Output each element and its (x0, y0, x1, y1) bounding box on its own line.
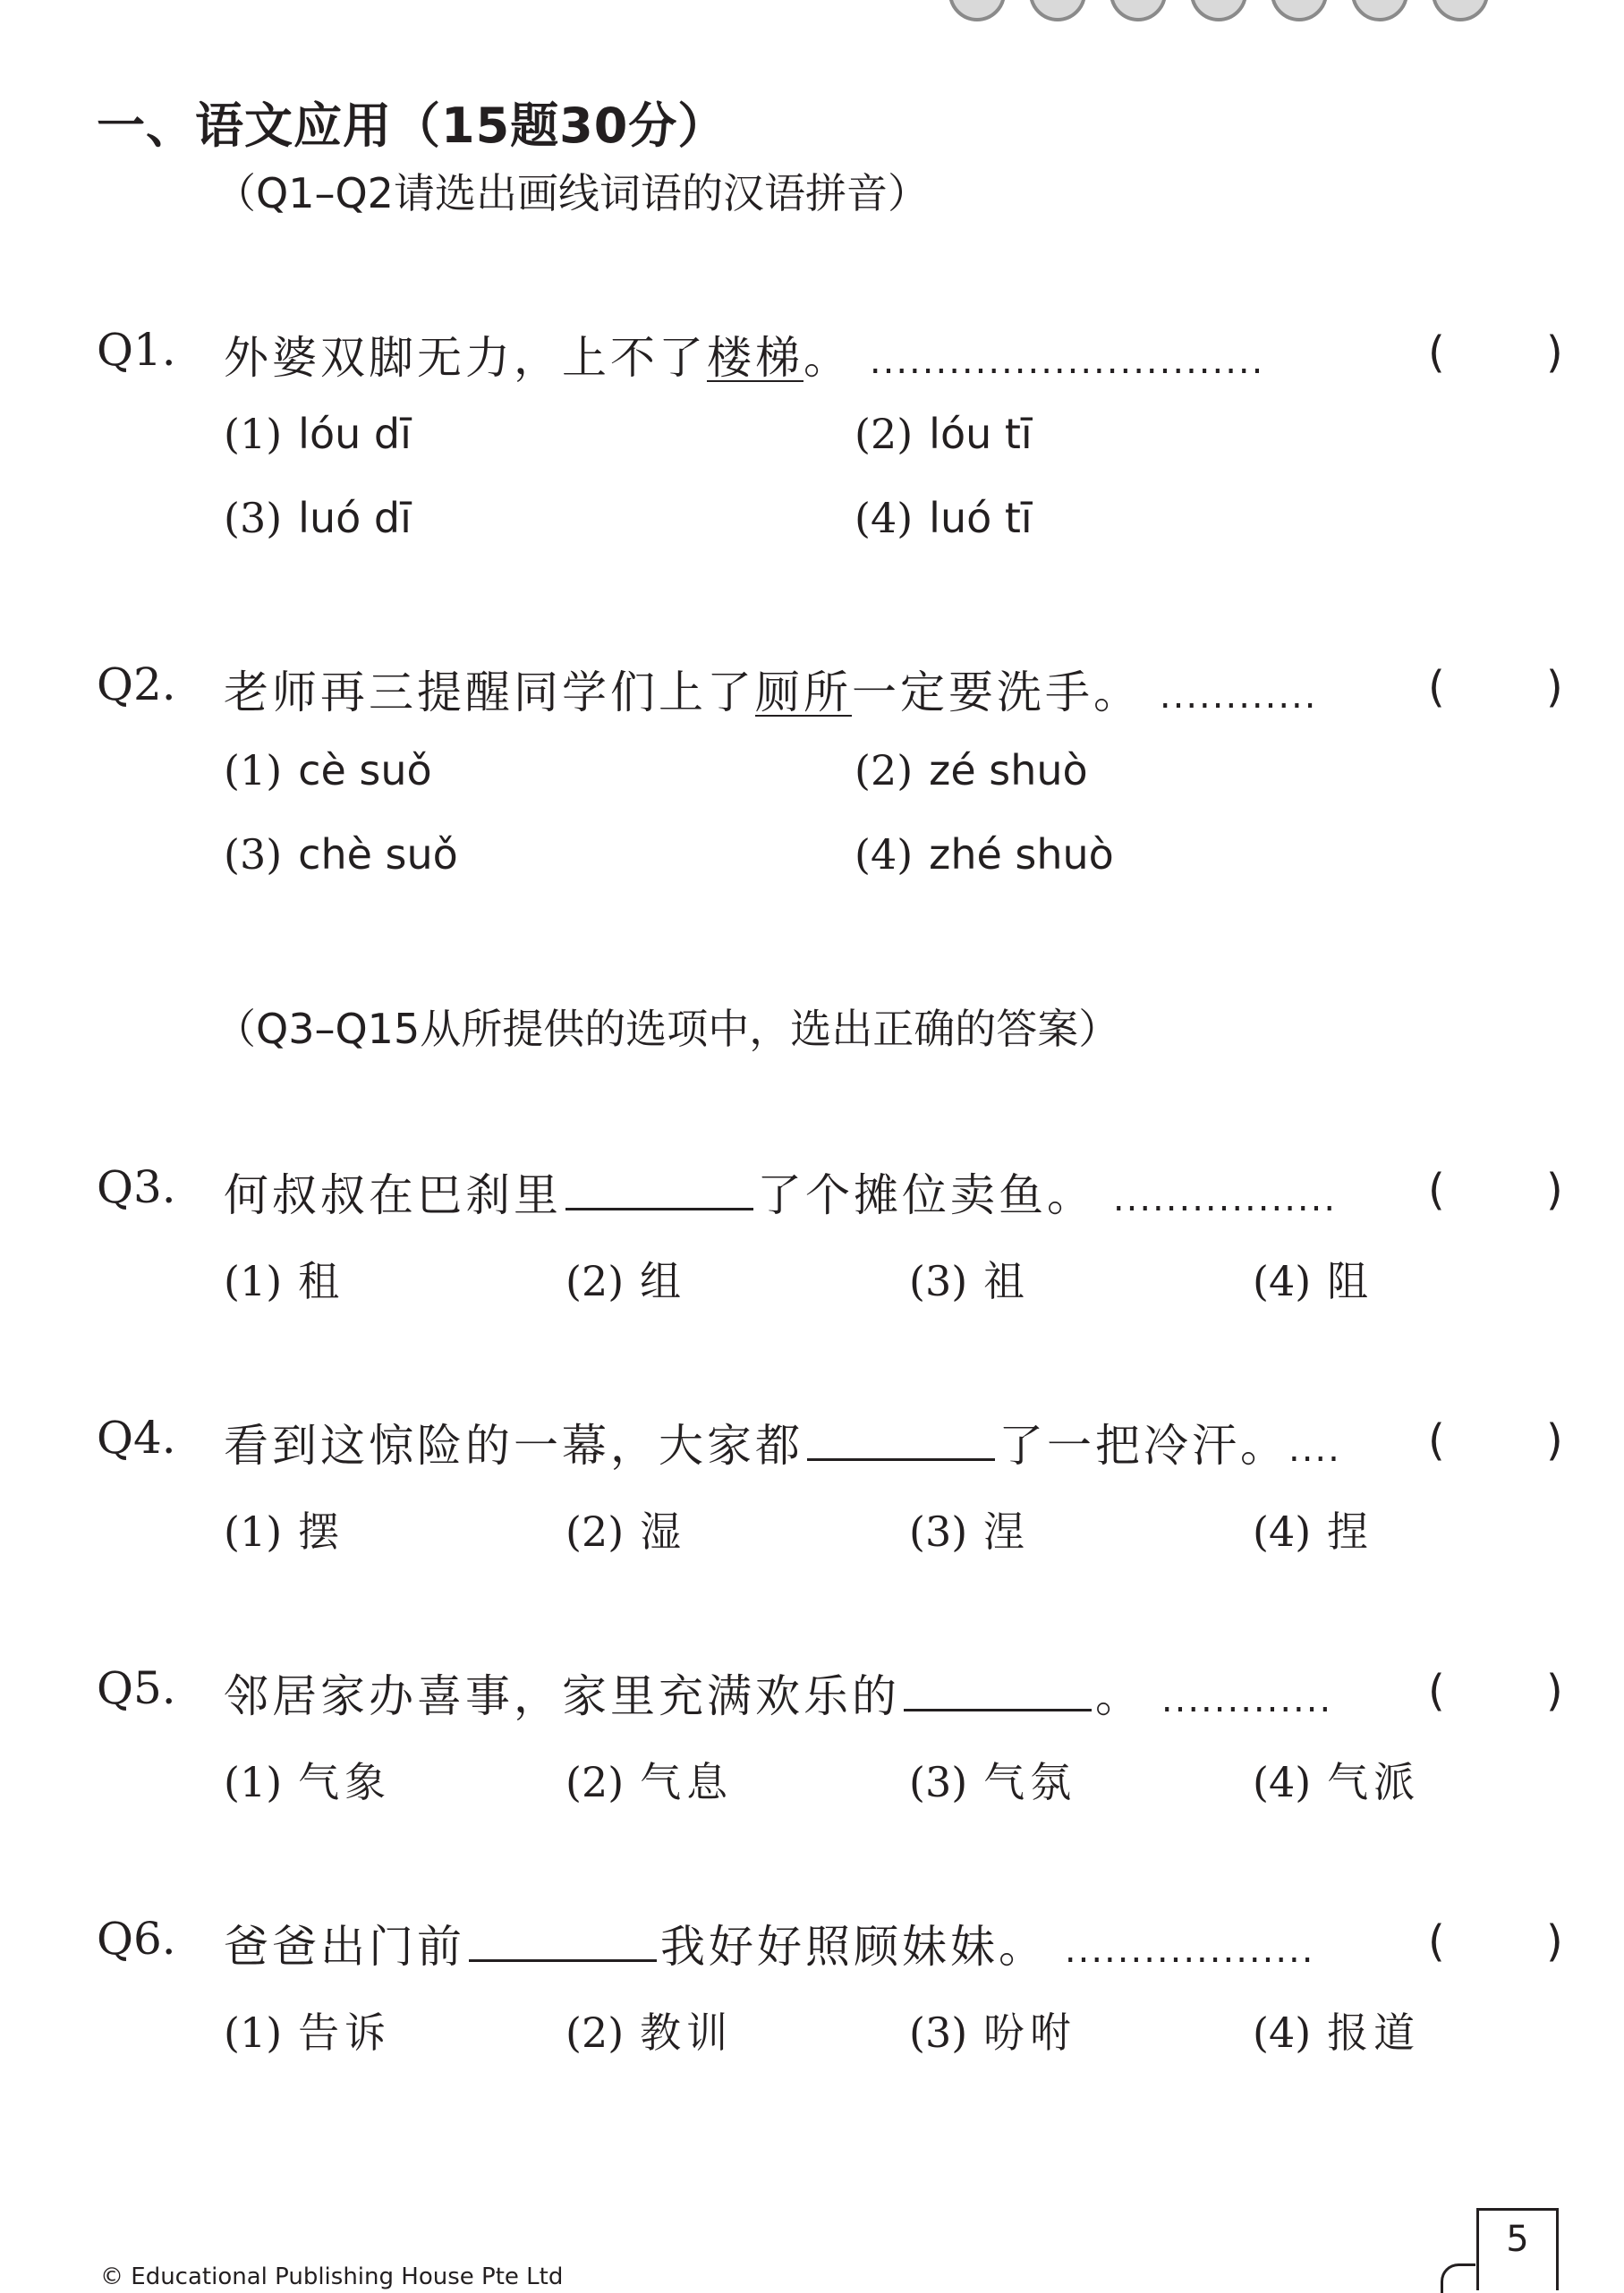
header-circle (1029, 0, 1086, 21)
answer-paren-open: ( (1428, 1666, 1445, 1716)
page-number: 5 (1506, 2219, 1529, 2260)
option-2[interactable]: (2) 教训 (565, 2008, 734, 2057)
option-2[interactable]: (2) 气息 (565, 1758, 734, 1806)
header-decoration (948, 0, 1489, 21)
section-title: 一、语文应用（15题30分） (97, 98, 727, 154)
instruction-q1-q2: （Q1–Q2请选出画线词语的汉语拼音） (215, 169, 929, 217)
underlined-word: 楼梯 (707, 332, 803, 384)
question-text: 邻居家办喜事，家里充满欢乐的 。 ............. (224, 1670, 1333, 1722)
answer-paren-open: ( (1428, 662, 1445, 712)
answer-paren-open: ( (1428, 327, 1445, 378)
question-text: 何叔叔在巴刹里 了个摊位卖鱼。 ................. (224, 1169, 1338, 1221)
option-1[interactable]: (1) 摆 (224, 1507, 345, 1556)
option-2[interactable]: (2) 湿 (565, 1507, 687, 1556)
answer-leader-dots: ............ (1159, 675, 1318, 717)
header-circle (1271, 0, 1328, 21)
answer-paren-close: ) (1546, 1666, 1563, 1716)
header-circle (1110, 0, 1167, 21)
option-3[interactable]: (3) 气氛 (909, 1758, 1077, 1806)
answer-leader-dots: ................. (1112, 1178, 1338, 1219)
option-4[interactable]: (4) zhé shuò (855, 830, 1114, 879)
answer-paren-close: ) (1546, 662, 1563, 712)
answer-blank (469, 1932, 657, 1962)
copyright-footer: © Educational Publishing House Pte Ltd (100, 2263, 564, 2290)
question-text: 爸爸出门前 我好好照顾妹妹。 ................... (224, 1921, 1315, 1973)
option-4[interactable]: (4) 阻 (1253, 1257, 1374, 1305)
header-circle (1351, 0, 1408, 21)
header-circle (948, 0, 1006, 21)
option-2[interactable]: (2) 组 (565, 1257, 687, 1305)
option-4[interactable]: (4) 捏 (1253, 1507, 1374, 1556)
option-1[interactable]: (1) 租 (224, 1257, 345, 1305)
option-4[interactable]: (4) 气派 (1253, 1758, 1421, 1806)
option-4[interactable]: (4) 报道 (1253, 2008, 1421, 2057)
option-3[interactable]: (3) chè suǒ (224, 830, 458, 879)
answer-paren-close: ) (1546, 1415, 1563, 1465)
answer-leader-dots: ............. (1161, 1679, 1333, 1720)
answer-leader-dots: .... (1288, 1429, 1341, 1470)
option-2[interactable]: (2) zé shuò (855, 746, 1088, 794)
underlined-word: 厕所 (755, 667, 852, 718)
question-text: 外婆双脚无力，上不了楼梯。 .............................. (224, 332, 1265, 384)
option-3[interactable]: (3) 涅 (909, 1507, 1031, 1556)
question-label: Q5. (97, 1662, 176, 1714)
question-text: 看到这惊险的一幕，大家都 了一把冷汗。.... (224, 1420, 1341, 1472)
option-1[interactable]: (1) 告诉 (224, 2008, 392, 2057)
option-1[interactable]: (1) lóu dī (224, 410, 412, 458)
question-label: Q6. (97, 1913, 176, 1965)
option-3[interactable]: (3) 祖 (909, 1257, 1031, 1305)
option-3[interactable]: (3) 吩咐 (909, 2008, 1077, 2057)
answer-blank (904, 1682, 1092, 1711)
answer-paren-open: ( (1428, 1415, 1445, 1465)
answer-paren-close: ) (1546, 1916, 1563, 1966)
answer-paren-open: ( (1428, 1916, 1445, 1966)
question-text: 老师再三提醒同学们上了厕所一定要洗手。 ............ (224, 667, 1318, 718)
answer-paren-close: ) (1546, 327, 1563, 378)
question-label: Q2. (97, 658, 176, 710)
question-label: Q4. (97, 1412, 176, 1464)
header-circle (1432, 0, 1489, 21)
question-label: Q3. (97, 1161, 176, 1213)
answer-paren-close: ) (1546, 1165, 1563, 1215)
question-label: Q1. (97, 324, 176, 376)
option-2[interactable]: (2) lóu tī (855, 410, 1033, 458)
option-4[interactable]: (4) luó tī (855, 494, 1033, 542)
instruction-q3-q15: （Q3–Q15从所提供的选项中，选出正确的答案） (215, 1005, 1120, 1053)
answer-blank (807, 1431, 995, 1461)
option-1[interactable]: (1) 气象 (224, 1758, 392, 1806)
header-circle (1190, 0, 1247, 21)
option-1[interactable]: (1) cè suǒ (224, 746, 432, 794)
answer-leader-dots: ................... (1064, 1930, 1315, 1971)
page-curl-decoration (1441, 2263, 1475, 2293)
answer-paren-open: ( (1428, 1165, 1445, 1215)
option-3[interactable]: (3) luó dī (224, 494, 412, 542)
answer-blank (565, 1181, 753, 1210)
answer-leader-dots: .............................. (869, 341, 1265, 382)
